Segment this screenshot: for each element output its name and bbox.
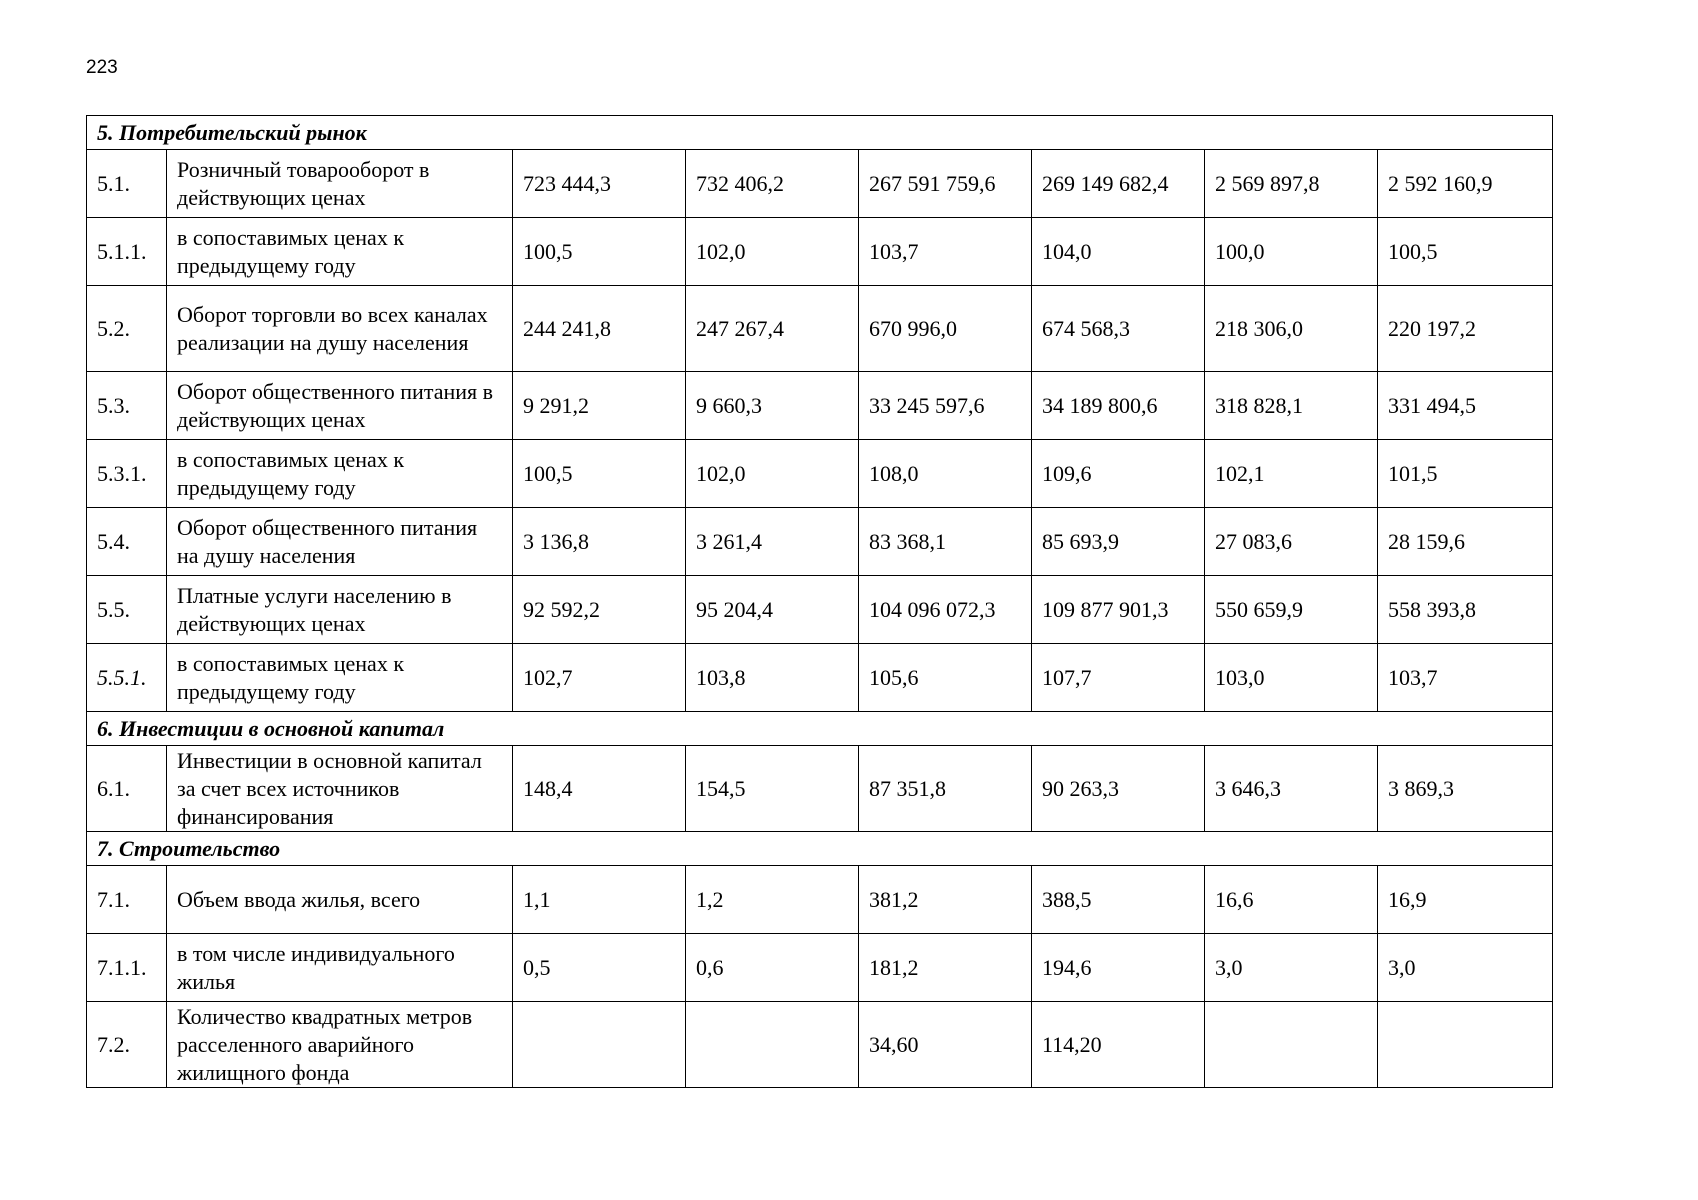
indicator-label: в том числе индивидуального жилья [167, 934, 513, 1002]
value-cell: 381,2 [859, 866, 1032, 934]
table-row [87, 372, 1553, 440]
value-cell: 109 877 901,3 [1032, 576, 1205, 644]
value-cell: 85 693,9 [1032, 508, 1205, 576]
value-cell [686, 1002, 859, 1088]
value-cell: 105,6 [859, 644, 1032, 712]
row-number: 5.5. [87, 576, 167, 644]
value-cell: 103,0 [1205, 644, 1378, 712]
page-number: 223 [86, 57, 118, 78]
indicator-label: Розничный товарооборот в действующих ценах [167, 150, 513, 218]
value-cell: 90 263,3 [1032, 746, 1205, 832]
row-number: 7.2. [87, 1002, 167, 1088]
indicator-label: Платные услуги населению в действующих ценах [167, 576, 513, 644]
value-cell: 244 241,8 [513, 286, 686, 372]
section-header-row [87, 116, 1553, 150]
value-cell: 0,6 [686, 934, 859, 1002]
table-row [87, 440, 1553, 508]
value-cell: 674 568,3 [1032, 286, 1205, 372]
value-cell: 108,0 [859, 440, 1032, 508]
row-number: 6.1. [87, 746, 167, 832]
indicator-label: Количество квадратных метров расселенного аварийного жилищного фонда [167, 1002, 513, 1088]
table-row [87, 218, 1553, 286]
value-cell: 247 267,4 [686, 286, 859, 372]
row-number: 5.2. [87, 286, 167, 372]
table-row [87, 286, 1553, 372]
value-cell: 103,7 [859, 218, 1032, 286]
value-cell: 154,5 [686, 746, 859, 832]
value-cell: 109,6 [1032, 440, 1205, 508]
table-body [87, 116, 1553, 1088]
indicator-label: Инвестиции в основной капитал за счет всех источников финансирования [167, 746, 513, 832]
value-cell: 3,0 [1205, 934, 1378, 1002]
value-cell: 100,5 [1378, 218, 1553, 286]
indicators-table [86, 115, 1553, 1088]
value-cell: 100,5 [513, 218, 686, 286]
table-row [87, 150, 1553, 218]
value-cell: 3 869,3 [1378, 746, 1553, 832]
section-title: 5. Потребительский рынок [87, 116, 1553, 150]
row-number: 5.5.1. [87, 644, 167, 712]
value-cell: 670 996,0 [859, 286, 1032, 372]
table-row [87, 866, 1553, 934]
row-number: 7.1.1. [87, 934, 167, 1002]
row-number: 5.3. [87, 372, 167, 440]
value-cell: 148,4 [513, 746, 686, 832]
value-cell: 220 197,2 [1378, 286, 1553, 372]
value-cell: 92 592,2 [513, 576, 686, 644]
value-cell: 318 828,1 [1205, 372, 1378, 440]
value-cell: 550 659,9 [1205, 576, 1378, 644]
indicator-label: Объем ввода жилья, всего [167, 866, 513, 934]
value-cell: 267 591 759,6 [859, 150, 1032, 218]
value-cell: 100,5 [513, 440, 686, 508]
section-title: 6. Инвестиции в основной капитал [87, 712, 1553, 746]
value-cell: 2 569 897,8 [1205, 150, 1378, 218]
table-row [87, 746, 1553, 832]
section-title: 7. Строительство [87, 832, 1553, 866]
value-cell: 114,20 [1032, 1002, 1205, 1088]
row-number: 5.1.1. [87, 218, 167, 286]
value-cell: 102,0 [686, 218, 859, 286]
table-row [87, 508, 1553, 576]
section-header-row [87, 832, 1553, 866]
value-cell: 83 368,1 [859, 508, 1032, 576]
row-number: 5.1. [87, 150, 167, 218]
table-row [87, 934, 1553, 1002]
indicator-label: Оборот общественного питания на душу населения [167, 508, 513, 576]
indicator-label: в сопоставимых ценах к предыдущему году [167, 644, 513, 712]
value-cell: 2 592 160,9 [1378, 150, 1553, 218]
value-cell: 181,2 [859, 934, 1032, 1002]
table-row [87, 644, 1553, 712]
value-cell: 95 204,4 [686, 576, 859, 644]
value-cell: 269 149 682,4 [1032, 150, 1205, 218]
value-cell: 34,60 [859, 1002, 1032, 1088]
value-cell: 28 159,6 [1378, 508, 1553, 576]
value-cell: 388,5 [1032, 866, 1205, 934]
value-cell: 87 351,8 [859, 746, 1032, 832]
value-cell: 194,6 [1032, 934, 1205, 1002]
value-cell: 1,2 [686, 866, 859, 934]
value-cell: 16,6 [1205, 866, 1378, 934]
value-cell: 9 291,2 [513, 372, 686, 440]
value-cell: 27 083,6 [1205, 508, 1378, 576]
value-cell: 100,0 [1205, 218, 1378, 286]
section-header-row [87, 712, 1553, 746]
value-cell: 103,7 [1378, 644, 1553, 712]
value-cell: 104,0 [1032, 218, 1205, 286]
value-cell [1378, 1002, 1553, 1088]
value-cell: 1,1 [513, 866, 686, 934]
value-cell: 3,0 [1378, 934, 1553, 1002]
value-cell: 0,5 [513, 934, 686, 1002]
indicator-label: Оборот торговли во всех каналах реализации на душу населения [167, 286, 513, 372]
value-cell: 9 660,3 [686, 372, 859, 440]
value-cell: 102,1 [1205, 440, 1378, 508]
value-cell: 102,7 [513, 644, 686, 712]
row-number: 5.3.1. [87, 440, 167, 508]
value-cell: 107,7 [1032, 644, 1205, 712]
value-cell [1205, 1002, 1378, 1088]
value-cell: 101,5 [1378, 440, 1553, 508]
value-cell: 732 406,2 [686, 150, 859, 218]
value-cell: 3 261,4 [686, 508, 859, 576]
value-cell: 104 096 072,3 [859, 576, 1032, 644]
value-cell: 723 444,3 [513, 150, 686, 218]
indicator-label: в сопоставимых ценах к предыдущему году [167, 218, 513, 286]
value-cell: 16,9 [1378, 866, 1553, 934]
value-cell: 34 189 800,6 [1032, 372, 1205, 440]
value-cell [513, 1002, 686, 1088]
value-cell: 33 245 597,6 [859, 372, 1032, 440]
table-row [87, 1002, 1553, 1088]
value-cell: 558 393,8 [1378, 576, 1553, 644]
table-row [87, 576, 1553, 644]
row-number: 7.1. [87, 866, 167, 934]
indicator-label: Оборот общественного питания в действующих ценах [167, 372, 513, 440]
value-cell: 102,0 [686, 440, 859, 508]
value-cell: 3 136,8 [513, 508, 686, 576]
value-cell: 3 646,3 [1205, 746, 1378, 832]
indicator-label: в сопоставимых ценах к предыдущему году [167, 440, 513, 508]
row-number: 5.4. [87, 508, 167, 576]
value-cell: 331 494,5 [1378, 372, 1553, 440]
value-cell: 103,8 [686, 644, 859, 712]
value-cell: 218 306,0 [1205, 286, 1378, 372]
